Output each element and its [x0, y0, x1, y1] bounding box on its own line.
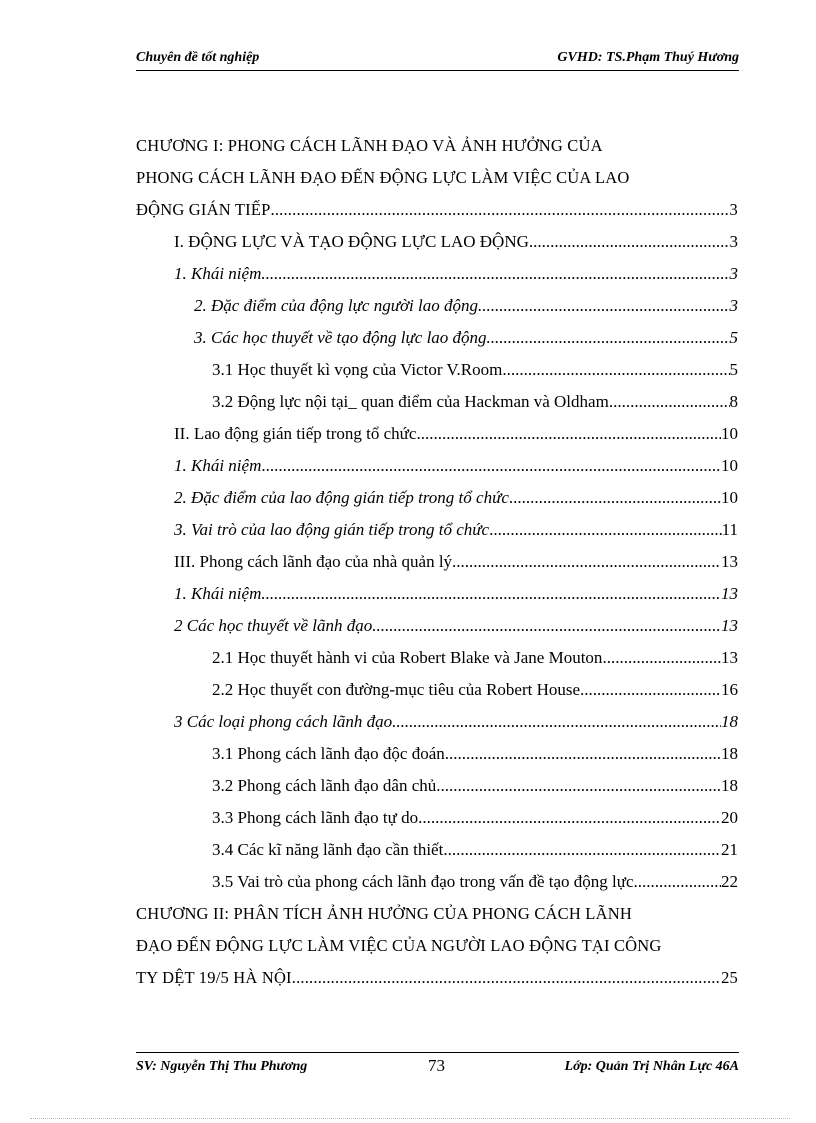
toc-entry-12[interactable]: 1. Khái niệm ..... 13 [136, 578, 738, 610]
toc-entry-15[interactable]: 2.2 Học thuyết con đường-mục tiêu của Robert House ..... 16 [136, 674, 738, 706]
toc-entry-9[interactable]: 2. Đặc điểm của lao động gián tiếp trong tổ chức ..... 10 [136, 482, 738, 514]
header-right: GVHD: TS.Phạm Thuý Hương [557, 50, 739, 65]
toc-entry-2[interactable]: 1. Khái niệm ..... 3 [136, 258, 738, 290]
toc-entry-7[interactable]: II. Lao động gián tiếp trong tổ chức ..... 10 [136, 418, 738, 450]
table-of-contents [136, 130, 738, 994]
toc-chapter2-line2: ĐẠO ĐẾN ĐỘNG LỰC LÀM VIỆC CỦA NGƯỜI LAO ĐỘNG TẠI CÔNG [136, 936, 662, 955]
toc-entry-20[interactable]: 3.4 Các kĩ năng lãnh đạo cần thiết ..... 21 [136, 834, 738, 866]
toc-entry-21[interactable]: 3.5 Vai trò của phong cách lãnh đạo trong vấn đề tạo động lực ..... 22 [136, 866, 738, 898]
toc-chapter1-line1: CHƯƠNG I: PHONG CÁCH LÃNH ĐẠO VÀ ẢNH HƯỞNG CỦA [136, 136, 603, 155]
toc-entry-11[interactable]: III. Phong cách lãnh đạo của nhà quản lý ..... 13 [136, 546, 738, 578]
footer-class: Lớp: Quản Trị Nhân Lực 46A [564, 1059, 739, 1074]
toc-chapter2-line1: CHƯƠNG II: PHÂN TÍCH ẢNH HƯỞNG CỦA PHONG CÁCH LÃNH [136, 904, 632, 923]
toc-entry-10[interactable]: 3. Vai trò của lao động gián tiếp trong tổ chức ..... 11 [136, 514, 738, 546]
toc-entry-18[interactable]: 3.2 Phong cách lãnh đạo dân chủ ..... 18 [136, 770, 738, 802]
toc-entry-14[interactable]: 2.1 Học thuyết hành vi của Robert Blake và Jane Mouton ..... 13 [136, 642, 738, 674]
toc-entry-16[interactable]: 3 Các loại phong cách lãnh đạo ..... 18 [136, 706, 738, 738]
page-number: 73 [428, 1056, 445, 1075]
page-header [136, 48, 739, 71]
header-left: Chuyên đề tốt nghiệp [136, 50, 260, 65]
footer-student: SV: Nguyễn Thị Thu Phương [136, 1059, 308, 1074]
page-bottom-divider [30, 1118, 790, 1119]
page-footer [136, 1052, 739, 1083]
toc-entry-3[interactable]: 2. Đặc điểm của động lực người lao động. ..... 3 [136, 290, 738, 322]
toc-entry-5[interactable]: 3.1 Học thuyết kì vọng của Victor V.Room ..... 5 [136, 354, 738, 386]
toc-entry-1[interactable]: I. ĐỘNG LỰC VÀ TẠO ĐỘNG LỰC LAO ĐỘNG ..... 3 [136, 226, 738, 258]
toc-entry-8[interactable]: 1. Khái niệm ..... 10 [136, 450, 738, 482]
toc-entry-19[interactable]: 3.3 Phong cách lãnh đạo tự do ..... 20 [136, 802, 738, 834]
toc-entry-17[interactable]: 3.1 Phong cách lãnh đạo độc đoán ..... 18 [136, 738, 738, 770]
toc-chapter1-line2: PHONG CÁCH LÃNH ĐẠO ĐẾN ĐỘNG LỰC LÀM VIỆC CỦA LAO [136, 168, 630, 187]
toc-entry-6[interactable]: 3.2 Động lực nội tại_ quan điểm của Hackman và Oldham ..... 8 [136, 386, 738, 418]
toc-chapter1-line3[interactable]: ĐỘNG GIÁN TIẾP ..... 3 [136, 194, 738, 226]
toc-entry-4[interactable]: 3. Các học thuyết về tạo động lực lao động ..... 5 [136, 322, 738, 354]
toc-chapter2-line3[interactable]: TY DỆT 19/5 HÀ NỘI. ..... 25 [136, 962, 738, 994]
toc-entry-13[interactable]: 2 Các học thuyết về lãnh đạo ..... 13 [136, 610, 738, 642]
